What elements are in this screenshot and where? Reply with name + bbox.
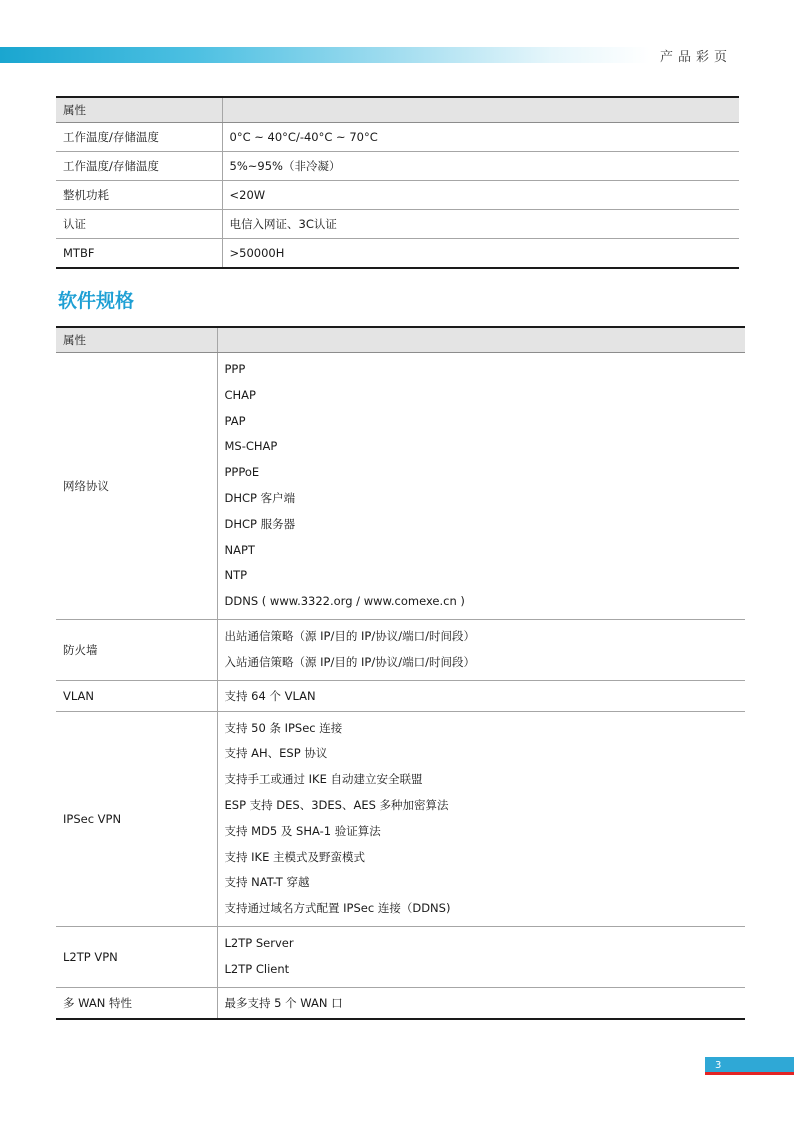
row-key: VLAN: [56, 680, 217, 711]
row-key: IPSec VPN: [56, 711, 217, 926]
table-row: [56, 210, 739, 239]
row-value-list: [217, 711, 745, 926]
list-item: CHAP: [224, 387, 256, 402]
list-item: 支持通过域名方式配置 IPSec 连接（DDNS): [224, 901, 451, 916]
header-cell-attribute: 属性: [56, 327, 217, 353]
section-title: 软件规格: [58, 290, 135, 312]
list-item: 支持 NAT-T 穿越: [224, 875, 310, 890]
header-cell-value: [222, 97, 739, 123]
header-title: 产品彩页: [659, 50, 732, 65]
row-key: 工作温度/存储温度: [56, 152, 222, 181]
table-row: [56, 987, 745, 1019]
row-key: MTBF: [56, 239, 222, 269]
list-item: 支持 AH、ESP 协议: [224, 746, 328, 761]
table-row: [56, 353, 745, 620]
list-item: 支持手工或通过 IKE 自动建立安全联盟: [224, 772, 423, 787]
software-spec-table: [56, 326, 745, 1020]
page-number: 3: [705, 1057, 794, 1075]
list-item: 支持 MD5 及 SHA-1 验证算法: [224, 823, 381, 838]
row-value-list: [217, 619, 745, 680]
list-item: L2TP Server: [224, 935, 294, 950]
list-item: L2TP Client: [224, 961, 290, 976]
list-item: PPP: [224, 362, 246, 376]
row-value-list: [217, 353, 745, 620]
table-row: [56, 152, 739, 181]
row-key: 网络协议: [56, 353, 217, 620]
row-value: 电信入网证、3C认证: [222, 210, 739, 239]
row-value: 0°C ~ 40°C/-40°C ~ 70°C: [222, 123, 739, 152]
header-gradient-bar: [0, 47, 650, 63]
list-item: PAP: [224, 413, 246, 428]
list-item: ESP 支持 DES、3DES、AES 多种加密算法: [224, 797, 449, 812]
header-cell-value: [217, 327, 745, 353]
hardware-spec-table: [56, 96, 739, 269]
header-cell-attribute: 属性: [56, 97, 222, 123]
table-row: [56, 181, 739, 210]
table-row: [56, 123, 739, 152]
row-key: 工作温度/存储温度: [56, 123, 222, 152]
table-row: [56, 711, 745, 926]
list-item: 支持 IKE 主模式及野蛮模式: [224, 849, 366, 864]
row-key: 认证: [56, 210, 222, 239]
table-row: [56, 680, 745, 711]
row-key: L2TP VPN: [56, 926, 217, 987]
table-row: [56, 926, 745, 987]
row-value: 支持 64 个 VLAN: [217, 680, 745, 711]
list-item: PPPoE: [224, 465, 260, 480]
row-value-list: [217, 926, 745, 987]
row-value: >50000H: [222, 239, 739, 269]
list-item: MS-CHAP: [224, 439, 278, 454]
list-item: NTP: [224, 568, 248, 583]
list-item: 支持 50 条 IPSec 连接: [224, 720, 343, 735]
row-value: <20W: [222, 181, 739, 210]
table-row: [56, 619, 745, 680]
list-item: NAPT: [224, 542, 255, 557]
list-item: DHCP 客户端: [224, 490, 296, 505]
list-item: DDNS ( www.3322.org / www.comexe.cn ): [224, 594, 465, 609]
list-item: 出站通信策略（源 IP/目的 IP/协议/端口/时间段）: [224, 628, 475, 643]
list-item: 入站通信策略（源 IP/目的 IP/协议/端口/时间段）: [224, 654, 475, 669]
row-key: 整机功耗: [56, 181, 222, 210]
row-key: 多 WAN 特性: [56, 987, 217, 1019]
table-header-row: [56, 97, 739, 123]
list-item: DHCP 服务器: [224, 516, 296, 531]
table-row: [56, 239, 739, 269]
row-value: 最多支持 5 个 WAN 口: [217, 987, 745, 1019]
row-value: 5%~95%（非冷凝）: [222, 152, 739, 181]
row-key: 防火墙: [56, 619, 217, 680]
table-header-row: [56, 327, 745, 353]
